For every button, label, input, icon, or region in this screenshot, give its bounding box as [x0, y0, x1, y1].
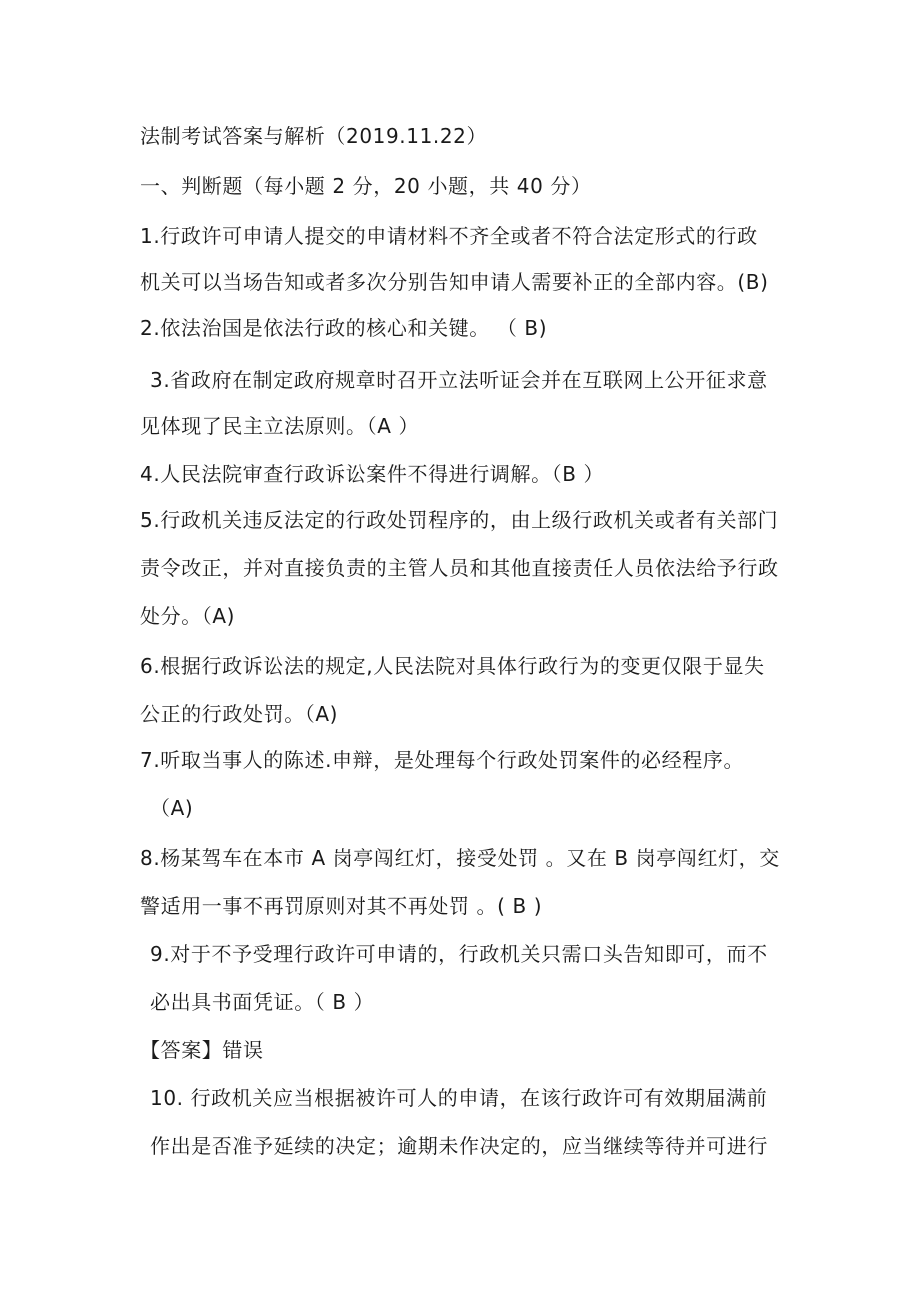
section-heading: 一、判断题（每小题 2 分，20 小题，共 40 分） — [140, 174, 592, 198]
question-1-line-2: 机关可以当场告知或者多次分别告知申请人需要补正的全部内容。(B) — [140, 270, 769, 294]
question-7-line-1: 7.听取当事人的陈述.申辩，是处理每个行政处罚案件的必经程序。 — [140, 748, 745, 772]
question-8-line-1: 8.杨某驾车在本市 A 岗亭闯红灯，接受处罚 。又在 B 岗亭闯红灯，交 — [140, 846, 780, 870]
question-9-line-2: 必出具书面凭证。（ B ） — [150, 990, 375, 1014]
question-7-line-2: （A) — [150, 796, 194, 820]
question-2-line-1: 2.依法治国是依法行政的核心和关键。 （ B) — [140, 316, 548, 340]
question-6-line-2: 公正的行政处罚。（A) — [140, 702, 339, 726]
question-4-line-1: 4.人民法院审查行政诉讼案件不得进行调解。（B ） — [140, 462, 605, 486]
question-10-line-2: 作出是否准予延续的决定；逾期未作决定的，应当继续等待并可进行 — [150, 1134, 768, 1158]
answer-label: 【答案】错误 — [140, 1038, 264, 1062]
question-3-line-1: 3.省政府在制定政府规章时召开立法听证会并在互联网上公开征求意 — [150, 368, 768, 392]
question-5-line-1: 5.行政机关违反法定的行政处罚程序的，由上级行政机关或者有关部门 — [140, 508, 779, 532]
question-8-line-2: 警适用一事不再罚原则对其不再处罚 。( B ) — [140, 894, 543, 918]
document-title: 法制考试答案与解析（2019.11.22） — [140, 124, 488, 148]
question-5-line-3: 处分。（A) — [140, 604, 236, 628]
question-10-line-1: 10. 行政机关应当根据被许可人的申请，在该行政许可有效期届满前 — [150, 1086, 768, 1110]
question-5-line-2: 责令改正，并对直接负责的主管人员和其他直接责任人员依法给予行政 — [140, 556, 779, 580]
question-9-line-1: 9.对于不予受理行政许可申请的，行政机关只需口头告知即可，而不 — [150, 942, 768, 966]
question-6-line-1: 6.根据行政诉讼法的规定,人民法院对具体行政行为的变更仅限于显失 — [140, 654, 765, 678]
question-3-line-2: 见体现了民主立法原则。（A ） — [140, 414, 420, 438]
question-1-line-1: 1.行政许可申请人提交的申请材料不齐全或者不符合法定形式的行政 — [140, 224, 758, 248]
